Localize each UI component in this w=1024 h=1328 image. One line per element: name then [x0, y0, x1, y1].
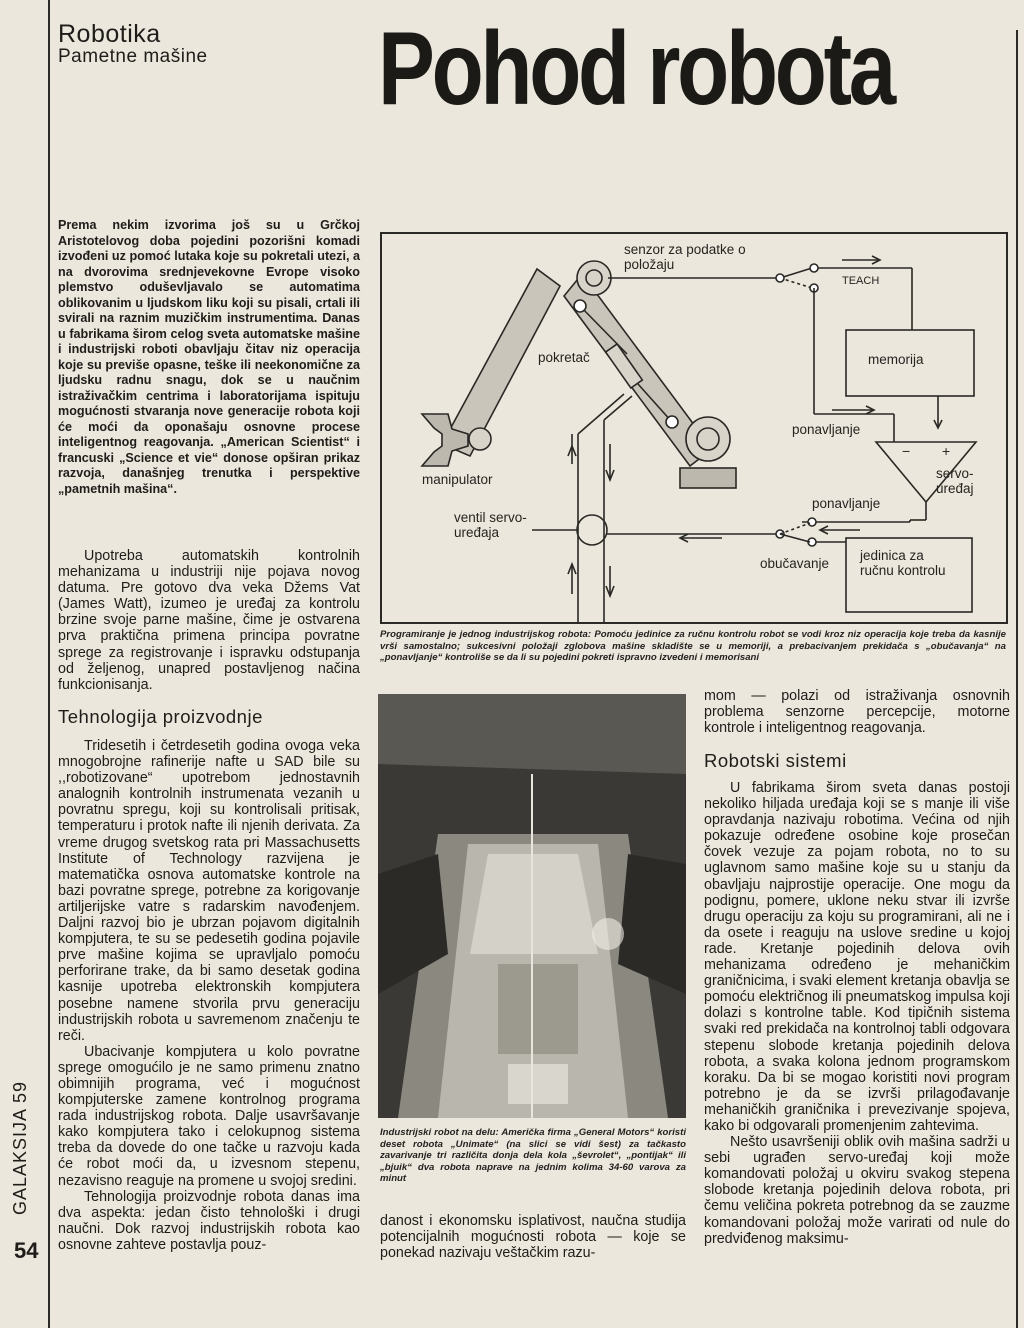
label-teach: TEACH — [842, 275, 880, 287]
lead-text: Prema nekim izvorima još su u Grčkoj Aristotelovog doba pojedini pozorišni komadi izvođeni uz pomoć lutaka koje su pokretali utezi, a na dvorovima srednjevekovne Evrope visoko plemstvo oduševljavalo se automatima oblikovanim u ljudskom liku koji su pisali, crtali ili svirali na raznim muzičkim instrumentima. Danas u fabrikama širom celog sveta automatske mašine i industrijski roboti obavljaju čitav niz operacija koje su previše opasne, teške ili neekonomične za ljudsku radnu snagu, dok se u naučnim istraživačkim centrima i laboratorijama ispituju mogućnosti stvaranja nove generacije robota koji će moći da oponašaju osnovne procese inteligentnog reagovanja. „American Scientist“ i francuski „Science et vie“ donose opširan prikaz razvoja, današnjeg trenutka i perspektive „pametnih mašina“. — [58, 218, 360, 496]
col1-paragraph-4: Tehnologija proizvodnje robota danas ima dva aspekta: jedan čisto tehnološki i drugi naučni. Dok razvoj industrijskih robota kao osnovne zahteve postavlja pouz- — [58, 1188, 360, 1253]
label-manual-unit: jedinica za ručnu kontrolu — [860, 548, 946, 578]
col3-paragraph-2: U fabrikama širom sveta danas postoji nekoliko hiljada uređaja koji se s manje ili više opravdanja nazivaju robotima. Većina od njih pokazuje određene osobine koje prosečan čovek vezuje za pojam robota, no to su uglavnom samo mašine koje su u stanju da obavljaju najprostije operacije. One mogu da podignu, pomere, uklone neku stvar ili izvrše drugu operaciju za koju su programirani, ali ne i da osete i reaguju na uslove sredine u kojoj rade. Kretanje pojedinih delova ovih mehanizama određeno je mehaničkim graničnicima, i svaki element kretanja obavlja se pomoću električnog ili pneumatskog impulsa koji dolazi s kontrolne table. Kod tipičnih sistema svaki red prekidača na kontrolnoj tabli odgovara stepenu slobode kretanja pojedinih delova robota, a svaka kolona jednom programskom koraku. Da bi se mogao koristiti novi program potrebno je da se izvrši prilagođavanje mehaničkih graničnika i prevezivanje spojeva, kako bi odgovarali promenjenim zahtevima. — [704, 780, 1010, 1134]
svg-text:+: + — [942, 443, 951, 459]
label-servo: servo-uređaj — [936, 466, 974, 496]
col3-paragraph-3: Nešto usavršeniji oblik ovih mašina sadrži u sebi ugrađen servo-uređaj koji može komandovati položaj u okviru svakog stepena slobode kretanja pojedinih delova robota, pri čemu veličina pokreta potrebnog da se zauzme komandovani položaj može varirati od nule do predviđenog maksimu- — [704, 1134, 1010, 1247]
left-margin-rule — [48, 0, 50, 1328]
column-left-continued — [58, 738, 360, 1253]
column-left — [58, 548, 360, 693]
robot-base — [680, 468, 736, 488]
robot-programming-diagram — [380, 232, 1008, 624]
folio-magazine-issue: GALAKSIJA 59 — [10, 1080, 30, 1215]
col1-paragraph-2: Tridesetih i četrdesetih godina ovoga veka mnogobrojne rafinerije nafte u SAD bile su ,,robotizovane“ upotrebom jednostavnih analognih kontrolnih instrumenata vezanih u povratnu spregu, koji su kontrolisali pritisak, temperaturu i protok nafte ili njenih derivata. Za vreme drugog svetskog rata pri Massachusetts Institute of Technology razvijena je matematička osnova automatske kontrole na bazi povratne sprege, potrebne za korigovanje artiljerijske vatre s radarskim navođenjem. Daljni razvoj bio je ubrzan pojavom digitalnih kompjutera, te su se pedesetih godina pojavile prve mašine kojima se upravljalo pomoću perforirane trake, da bi samo desetak godina kasnije upotreba elektronskih kompjutera posebne namene stvorila prvu generaciju industrijskih robota u savremenom značenju te reči. — [58, 738, 360, 1044]
figure-caption: Programiranje je jednog industrijskog robota: Pomoću jedinice za ručnu kontrolu robot se vodi kroz niz operacija koje treba da kasnije vrši samostalno; sukcesivni položaji zglobova mašine skladište se u memoriji, a prebacivanjem prekidača s „obučavanja“ na „ponavljanje“ kontroliše se da li su pojedini pokreti ispravno izvedeni i memorisani — [380, 629, 1006, 663]
label-manipulator: manipulator — [422, 472, 493, 487]
section-subtitle: Pametne mašine — [58, 46, 208, 67]
column-right-top — [704, 688, 1010, 736]
label-sensor: senzor za podatke o položaju — [624, 242, 746, 272]
right-margin-rule — [1016, 30, 1018, 1328]
wrist-joint — [469, 428, 491, 450]
servo-valve — [577, 515, 607, 545]
label-playback-2: ponavljanje — [812, 496, 881, 511]
elbow-joint — [686, 417, 730, 461]
photo-illustration — [378, 694, 686, 1118]
label-memory: memorija — [868, 352, 924, 367]
col-mid-text: danost i ekonomsku isplativost, naučna studija potencijalnih mogućnosti robota — koje se ponekad nazivaju veštačkim razu- — [380, 1213, 686, 1262]
page-headline: Pohod robota — [378, 11, 893, 127]
section-title: Robotika — [58, 20, 161, 48]
photo-caption: Industrijski robot na delu: Američka firma „General Motors“ koristi deset robota „Unimate“ (na slici se vidi šest) za tačkasto zavarivanje tri različita donja dela kola „ševrolet“, „pontijak“ ili „bjuik“ dva robota naprave na jednim kolima 34-60 varova za minut — [380, 1127, 686, 1184]
col3-paragraph-1: mom — polazi od istraživanja osnovnih problema senzorne percepcije, motorne kontrole i inteligentnog reagovanja. — [704, 688, 1010, 737]
svg-text:−: − — [902, 443, 911, 459]
column-middle-bottom — [380, 1213, 686, 1261]
label-playback-1: ponavljanje — [792, 422, 861, 437]
shoulder-joint — [577, 261, 611, 295]
column-right — [704, 780, 1010, 1247]
label-training: obučavanje — [760, 556, 830, 571]
col1-paragraph-1: Upotreba automatskih kontrolnih mehanizama u industriji nije pojava novog datuma. Pre gotovo dva veka Džems Vat (James Watt), izumeo je uređaj za kontrolu brzine svoje parne mašine, čime je ostvarena prva praktična primena principa povratne sprege za registrovanje i ispravku odstupanja od željenog, unapred postavljenog načina funkcionisanja. — [58, 548, 360, 693]
page-number: 54 — [14, 1238, 39, 1263]
factory-robot-photo — [378, 694, 686, 1118]
lead-paragraph — [58, 218, 360, 497]
label-valve: ventil servo-uređaja — [454, 510, 527, 540]
heading-robotski-sistemi: Robotski sistemi — [704, 750, 847, 771]
heading-tehnologija: Tehnologija proizvodnje — [58, 706, 263, 727]
label-actuator: pokretač — [538, 350, 590, 365]
col1-paragraph-3: Ubacivanje kompjutera u kolo povratne sprege omogućilo je ne samo primenu znatno obimnijih programa, već i mogućnost kompjuterske zamene kontrolnog programa rada industrijskog robota. Dalje usavršavanje kako kompjutera tako i celokupnog sistema treba da dovede do one tačke u razvoju kada će robot moći da, u izvesnom stepenu, nezavisno reaguje na promene u svojoj sredini. — [58, 1043, 360, 1189]
